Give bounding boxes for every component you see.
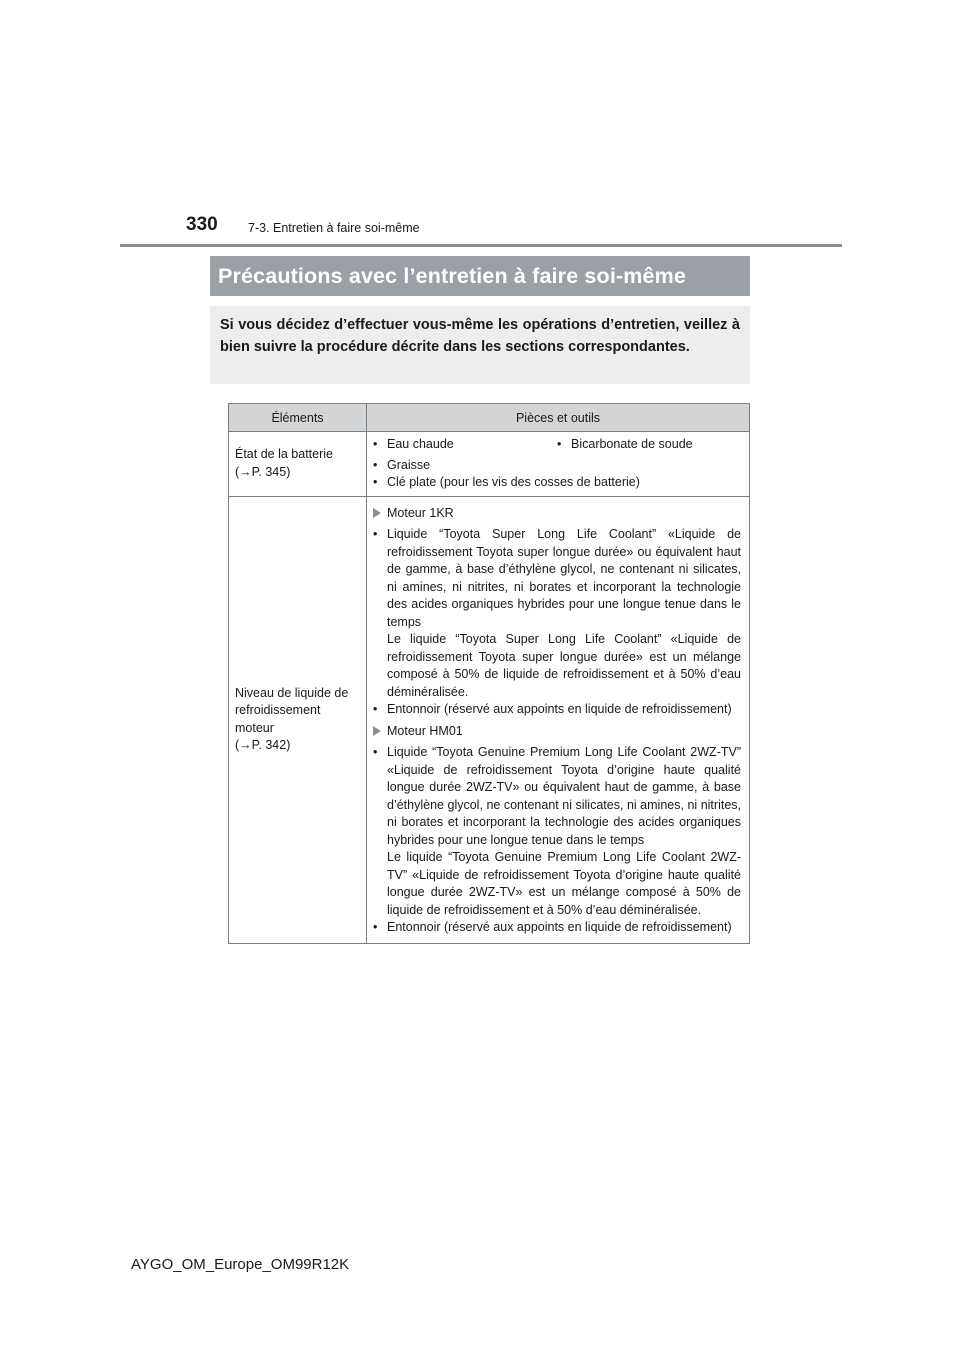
header-parts-tools: Pièces et outils [367,404,750,432]
engine-heading-hm01: Moteur HM01 [373,723,741,741]
page-number: 330 [186,214,218,235]
battery-label: État de la batterie [235,447,333,462]
list-item: • Liquide “Toyota Super Long Life Coolant” «Liquide de refroidissement Toyota super longue durée» ou équivalent haut de gamme, à base d’éthylène glycol, ne contenant ni silicates, ni amines, ni nitrites, ni borates et incorporant la technologie des acides organiques hybrides pour une longue tenue dans le temps Le liquide “Toyota Super Long Life Coolant” «Liquide de refroidissement Toyota super longue durée» est un mélange composé à 50% de liquide de refroidissement et à 50% d’eau déminéralisée. [373,527,741,699]
list-item: • Entonnoir (réservé aux appoints en liquide de refroidissement) [373,702,732,716]
table-header-row [229,404,750,432]
triangle-bullet-icon [373,726,381,736]
header-elements: Éléments [229,404,367,432]
page-title: Précautions avec l’entretien à faire soi-même [218,263,687,288]
table-row [229,496,750,943]
triangle-bullet-icon [373,508,381,518]
section-label: 7-3. Entretien à faire soi-même [248,221,420,235]
battery-page-ref: (→P. 345) [235,464,291,479]
parts-tools-table [228,403,750,944]
coolant-label-line: Niveau de liquide de [235,685,349,700]
row-label-coolant [229,496,367,943]
intro-box: Si vous décidez d’effectuer vous-même les opérations d’entretien, veillez à bien suivre la procédure décrite dans les sections correspondantes. [210,306,750,384]
list-item: • Bicarbonate de soude [557,437,693,451]
coolant-page-ref: (→P. 342) [235,738,291,752]
engine-heading-1kr: Moteur 1KR [373,505,741,523]
title-bar [210,256,750,296]
footer-doc-id: AYGO_OM_Europe_OM99R12K [131,1256,350,1273]
table-row [229,432,750,497]
coolant-label-line: moteur [235,720,274,735]
list-item: • Clé plate (pour les vis des cosses de batterie) [373,475,640,489]
row-body-coolant [367,496,750,943]
list-item: • Graisse [373,457,431,472]
row-body-battery [367,432,750,497]
coolant-label-line: refroidissement [235,703,321,717]
list-item: • Eau chaude [373,437,454,451]
row-label-battery [229,432,367,497]
header-divider [120,244,842,247]
list-item: • Entonnoir (réservé aux appoints en liquide de refroidissement) [373,920,732,934]
list-item: • Liquide “Toyota Genuine Premium Long Life Coolant 2WZ-TV” «Liquide de refroidissement Toyota d’origine haute qualité longue durée 2WZ-TV» ou équivalent haut de gamme, à base d’éthylène glycol, ne contenant ni silicates, ni amines, ni nitrites, ni borates et incorporant la technologie des acides organiques hybrides pour une longue tenue dans le temps Le liquide “Toyota Genuine Premium Long Life Coolant 2WZ-TV” «Liquide de refroidissement Toyota d’origine haute qualité longue durée 2WZ-TV» est un mélange composé à 50% de liquide de refroidissement et à 50% d’eau déminéralisée. [373,745,741,917]
